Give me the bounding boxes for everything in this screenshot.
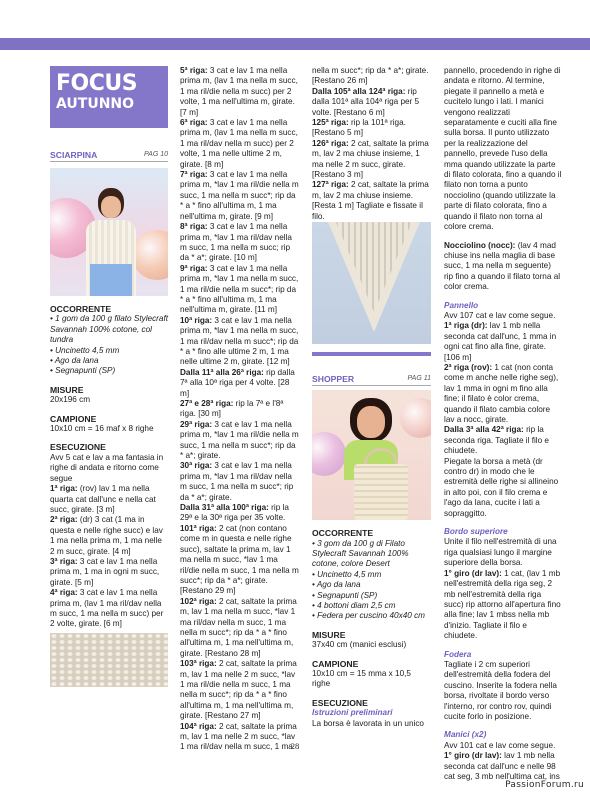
list-item: • 4 bottoni diam 2,5 cm	[312, 600, 396, 610]
sciarpina-header	[50, 150, 168, 162]
page-number: 28	[290, 741, 300, 751]
fodera-text: Tagliate i 2 cm superiori dell'estremità della fodera del cuscino. Inserite la fodera nella borsa, rivoltate il bordo verso l'interno, ror contro rov, quindi cucite forlo in posizione.	[444, 659, 557, 721]
pannello-label: Pannello	[444, 300, 479, 310]
istruzioni-label: Istruzioni preliminari	[312, 708, 393, 718]
instruction-row: 102ª riga: 2 cat, saltate la prima m, lav 1 ma nella m succ, *lav 1 ma ril/dav nella m succ, 1 ma nella m succ*; rip da * a * fino all'ultima m, 1 ma nell'ultima m, girate. [Restano 28 m]	[180, 596, 297, 658]
instruction-row: 10ª riga: 3 cat e lav 1 ma nella prima m, *lav 1 ma nella m succ, 1 ma ril/dav nella m succ*; rip da * a * fino alle ultime 2 m, 1 ma nelle ultime 2 m, girate. [12 m]	[180, 315, 299, 367]
list-item: • 3 gom da 100 g di Filato Stylecraft Savannah 100% cotone, colore Desert	[312, 538, 409, 569]
instruction-row: Dalla 3ª alla 42ª riga: rip la seconda riga. Tagliate il filo e chiudete.	[444, 425, 549, 456]
instruction-row-continued: nella m succ*; rip da * a*; girate. [Restano 26 m]	[312, 66, 429, 86]
instruction-row: 9ª riga: 3 cat e lav 1 ma nella prima m, *lav 1 ma nella m succ, 1 ma ril/die nella m succ*; rip da * a * fino all'ultima m, 1 ma nell'ultima m, girate. [11 m]	[180, 263, 299, 315]
instruction-row: 1ª riga (dr): lav 1 mb nella seconda cat dall'unc, 1 mma in ogni cat fino alla fine, girate. [106 m]	[444, 321, 557, 362]
campione-label: CAMPIONE	[312, 658, 359, 669]
misure-value: 37x40 cm (manici esclusi)	[312, 640, 407, 650]
list-item: • 1 gom da 100 g filato Stylecraft Savannah 100% cotone, col tundra	[50, 314, 169, 345]
piegate-text: Piegate la borsa a metà (dr contro dr) in modo che le estremità delle righe si allineino in alto poi, con il filo crema e l'ago da lana, cucite i lati a sopraggitto.	[444, 456, 559, 518]
instruction-row: 2ª riga (rov): 1 cat (non conta come m anche nelle righe seg), lav 1 mma in ogni m fino alla fine; il filato è color crema, quando il filato cambia colore lav a nocc, girate.	[444, 362, 559, 424]
shopper-page-ref: PAG 11	[407, 375, 431, 383]
misure-label: MISURE	[50, 384, 84, 395]
misure-value: 20x196 cm	[50, 395, 91, 405]
column-1	[50, 66, 168, 687]
occorrente-label: OCCORRENTE	[50, 304, 112, 314]
instruction-row: 125ª riga: rip la 101ª riga. [Restano 5 m]	[312, 118, 406, 138]
knit-stitch-photo	[50, 633, 168, 687]
sciarpina-title: SCIARPINA	[50, 150, 98, 160]
fodera-label: Fodera	[444, 649, 472, 659]
list-item: • Uncinetto 4,5 mm	[50, 345, 120, 355]
list-item: • Ago da lana	[312, 580, 361, 590]
misure-label: MISURE	[312, 629, 346, 640]
instruction-row: 126ª riga: 2 cat, saltate la prima m, lav 2 ma chiuse insieme, 1 ma nelle 2 m succ, girate. [Restano 3 m]	[312, 138, 429, 180]
manici-intro: Avv 101 cat e lav come segue.	[444, 740, 556, 750]
instruction-row: 8ª riga: 3 cat e lav 1 ma nella prima m, *lav 1 ma ril/dav nella m succ, 1 ma nella m succ; rip da * a*; girate. [10 m]	[180, 222, 292, 263]
instruction-row: 27ª e 28ª riga: rip la 7ª e l'8ª riga. [30 m]	[180, 399, 284, 419]
scarf-detail-photo	[312, 222, 431, 344]
section-header-box	[50, 66, 168, 128]
column-4	[444, 66, 562, 782]
nocciolino-definition: Nocciolino (nocc): (lav 4 mad chiuse ins nella maglia di base succ, 1 ma nella m seguente) rip fino a quando il filato torna al color crema.	[444, 240, 561, 292]
instruction-row: 103ª riga: 2 cat, saltate la prima m, lav 1 ma nelle 2 m succ, *lav 1 ma ril/die nella m succ, 1 ma nella m succ*; rip da * a * fino all'ultima m, 1 ma nell'ultima m, girate. [Restano 27 m]	[180, 659, 297, 721]
campione-value: 10x10 cm = 16 maf x 8 righe	[50, 424, 154, 434]
campione-value: 10x10 cm = 15 mma x 10,5 righe	[312, 668, 411, 689]
list-item: • Uncinetto 4,5 mm	[312, 569, 382, 579]
instruction-row: 3ª riga: 3 cat e lav 1 ma nella prima m, 1 ma in ogni m succ, girate. [5 m]	[50, 556, 160, 587]
instruction-row: Dalla 31ª alla 100ª riga: rip la 29ª e la 30ª riga per 35 volte.	[180, 503, 289, 523]
bordo-text: Unite il filo nell'estremità di una riga qualsiasi lungo il margine superiore della borsa.	[444, 537, 557, 568]
section-subtitle: AUTUNNO	[56, 96, 135, 112]
section-title: FOCUS	[56, 71, 138, 96]
esecuzione-label: ESECUZIONE	[50, 442, 106, 453]
instruction-row: 7ª riga: 3 cat e lav 1 ma nella prima m, *lav 1 ma ril/die nella m succ, 1 ma nella m succ*; rip da * a * fino all'ultima m, 1 ma nell'ultima m, girate. [9 m]	[180, 170, 299, 221]
list-item: • Segnapunti (SP)	[312, 590, 378, 600]
top-color-band	[0, 38, 590, 50]
list-item: • Ago da lana	[50, 356, 99, 366]
shopper-photo	[312, 390, 431, 520]
instruction-row: Dalla 105ª alla 124ª riga: rip dalla 101ª alla 104ª riga per 5 volte. [Restano 6 m]	[312, 86, 420, 117]
sciarpina-page-ref: PAG 10	[144, 151, 168, 158]
campione-label: CAMPIONE	[50, 413, 97, 424]
instruction-row: 104ª riga: 2 cat, saltate la prima m, lav 1 ma nelle 2 m succ, *lav 1 ma ril/dav nella m succ, 1 ma	[180, 721, 297, 752]
list-item: • Federa per cuscino 40x40 cm	[312, 611, 425, 621]
instruction-row: 1° giro (dr lav): 1 cat, (lav 1 mb nell'estremità della riga seg, 2 mb nell'estremità della riga succ) rip attorno all'apertura fino alla fine; lav 1 mbss nella mb d'inizio. Tagliate il filo e chiudete.	[444, 568, 561, 641]
occorrente-label: OCCORRENTE	[312, 528, 374, 539]
materials-list	[50, 314, 168, 376]
section-divider	[312, 352, 431, 356]
instruction-row: 30ª riga: 3 cat e lav 1 ma nella prima m, *lav 1 ma ril/dav nella m succ, 1 ma nella m succ*; rip da * a*; girate.	[180, 461, 294, 502]
watermark: PassionForum.ru	[505, 780, 584, 790]
esecuzione-label: ESECUZIONE	[312, 697, 368, 708]
materials-list	[312, 539, 431, 622]
sciarpina-photo	[50, 168, 168, 296]
pannello-intro: Avv 107 cat e lav come segue.	[444, 310, 556, 320]
instruction-row: 127ª riga: 2 cat, saltate la prima m, lav 2 ma chiuse insieme. [Resta 1 m] Tagliate e fissate il filo.	[312, 180, 429, 221]
bordo-label: Bordo superiore	[444, 527, 508, 537]
column-3	[312, 66, 431, 729]
manici-label: Manici (x2)	[444, 730, 487, 740]
instruction-row: 1ª riga: (rov) lav 1 ma nella quarta cat dall'unc e nella cat succ, girate. [3 m]	[50, 484, 156, 514]
instruction-row: 29ª riga: 3 cat e lav 1 ma nella prima m, *lav 1 ma ril/die nella m succ, 1 ma nella m succ*; rip da * a*; girate.	[180, 419, 299, 461]
shopper-title: SHOPPER	[312, 374, 355, 385]
column-2	[180, 66, 299, 753]
instruction-row: 1° giro (dr lav): lav 1 mb nella seconda cat dall'unc e nelle 98 cat seg, 3 mb nell'ultima cat, ins	[444, 751, 560, 781]
instruction-row: 4ª riga: 3 cat e lav 1 ma nella prima m, (lav 1 ma ril/dav nella m succ, 1 ma nella m succ) per 2 volte, girate. [6 m]	[50, 588, 164, 629]
istruzioni-text: La borsa è lavorata in un unico	[312, 718, 424, 728]
list-item: • Segnapunti (SP)	[50, 366, 116, 376]
instruction-row: Dalla 11ª alla 26ª riga: rip dalla 7ª alla 10ª riga per 4 volte. [28 m]	[180, 367, 295, 398]
instruction-row: 6ª riga: 3 cat e lav 1 ma nella prima m, (lav 1 ma nella m succ, 1 ma ril/dav nella m succ) per 2 volte, 1 ma nelle ultime 2 m, girate. [8 m]	[180, 118, 298, 169]
esecuzione-intro: Avv 5 cat e lav a ma fantasia in righe di andata e ritorno come segue	[50, 452, 164, 483]
instruction-row: 101ª riga: 2 cat (non contano come m in questa e nelle righe succ), saltate la prima m, lav 1 ma nella m succ, *lav 1 ma ril/die nella m succ, 1 ma nella m succ*; rip da * a*; girate. [Restano 29 m]	[180, 523, 299, 596]
instruction-row: 5ª riga: 3 cat e lav 1 ma nella prima m, (lav 1 ma nella m succ, 1 ma ril/die nella m succ) per 2 volte, 1 ma nell'ultima m, girate. [7 m]	[180, 66, 298, 117]
instruction-row: 2ª riga: (dr) 3 cat (1 ma in questa e nelle righe succ) e lav 1 ma nella prima m, 1 ma nelle 2 m succ, girate. [4 m]	[50, 515, 163, 556]
shopper-header	[312, 374, 431, 386]
istruzioni-continued: pannello, procedendo in righe di andata e ritorno. Al termine, piegate il pannello a metà e cucitelo lungo i lati. I manici vengono realizzati separatamente e cuciti alla fine sulla borsa. Il punto utilizzato per la realizzazione del pannello, prevede l'uso della mma quando utilizzate la parte di filato colorata, fino a quando il filato non torna a punto nocciolino (quando utilizzate la parte di filato colorata, fino a quando il filato non torna al colore crema.	[444, 66, 562, 232]
